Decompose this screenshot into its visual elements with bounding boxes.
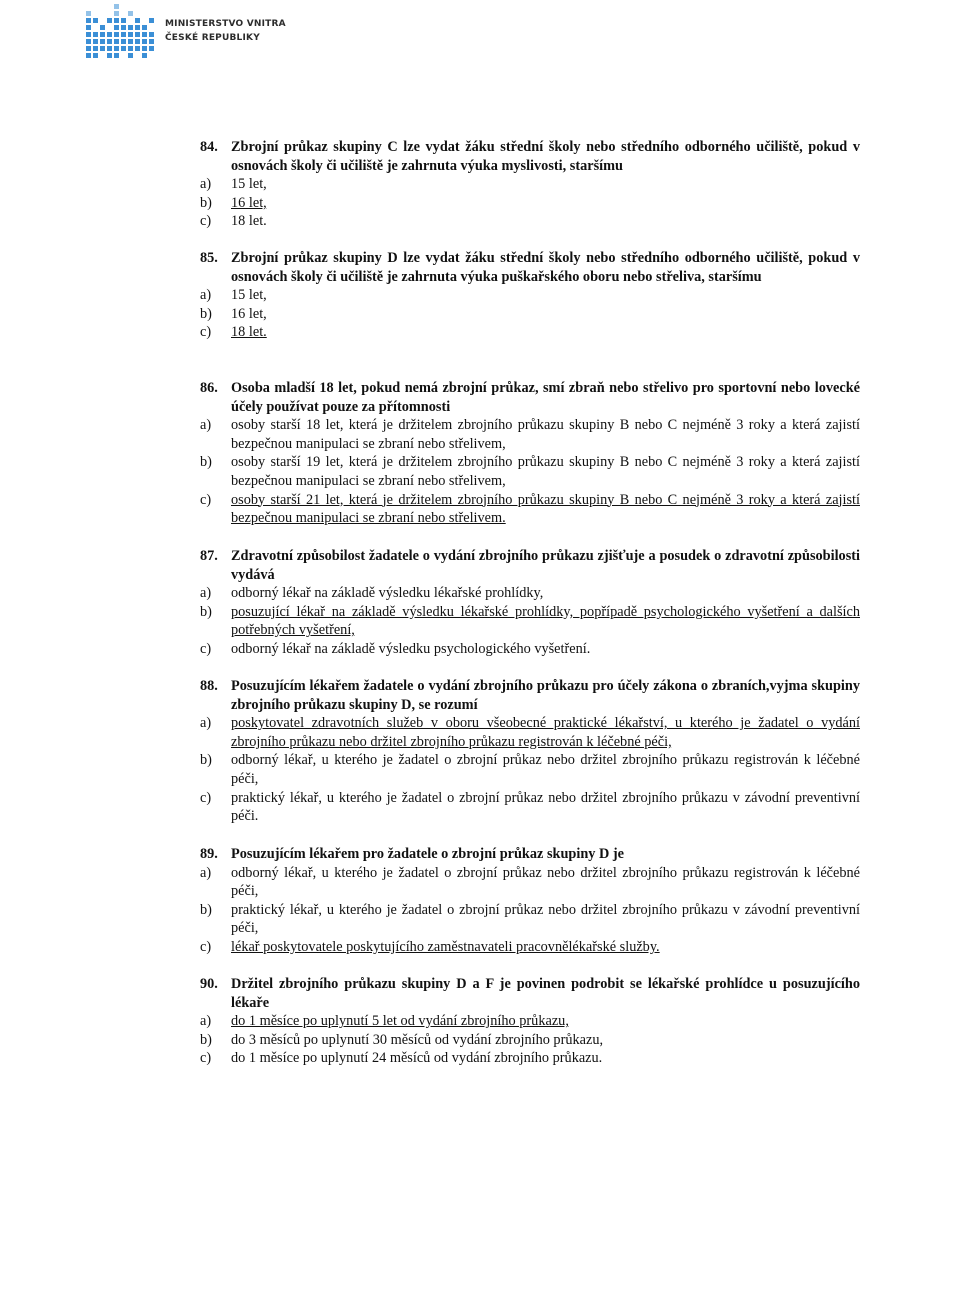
answer-option-a <box>200 584 860 603</box>
question-text: Držitel zbrojního průkazu skupiny D a F je povinen podrobit se lékařské prohlídce u posuzujícího lékaře <box>231 976 860 1011</box>
option-letter: a) <box>200 585 212 602</box>
option-text: do 1 měsíce po uplynutí 5 let od vydání zbrojního průkazu, <box>231 1013 569 1030</box>
option-letter: a) <box>200 417 212 434</box>
ministry-logo-mark-icon <box>84 2 160 64</box>
option-letter: c) <box>200 640 212 657</box>
question-87 <box>200 547 860 659</box>
question-text: Zbrojní průkaz skupiny C lze vydat žáku střední školy nebo středního odborného učiliště, pokud v osnovách školy či učiliště je zahrnuta výuka myslivosti, staršímu <box>231 139 860 174</box>
question-text: Osoba mladší 18 let, pokud nemá zbrojní průkaz, smí zbraň nebo střelivo pro sportovní nebo lovecké účely používat pouze za přítomnosti <box>231 380 860 415</box>
answer-option-b <box>200 453 860 490</box>
ministry-logo <box>84 2 344 64</box>
option-letter: a) <box>200 715 212 732</box>
option-letter: b) <box>200 752 212 769</box>
option-letter: a) <box>200 176 212 193</box>
option-text: 15 let, <box>231 287 267 304</box>
question-heading <box>200 677 860 714</box>
option-letter: c) <box>200 789 212 806</box>
option-letter: a) <box>200 287 212 304</box>
answer-option-b <box>200 901 860 938</box>
question-heading <box>200 547 860 584</box>
question-heading <box>200 249 860 286</box>
question-heading <box>200 379 860 416</box>
question-89 <box>200 845 860 957</box>
option-text: osoby starší 18 let, která je držitelem zbrojního průkazu skupiny B nebo C nejméně 3 roky a která zajistí bezpečnou manipulaci se zbraní nebo střelivem, <box>231 417 860 452</box>
option-letter: c) <box>200 938 212 955</box>
answer-option-c <box>200 212 860 231</box>
answer-option-a <box>200 864 860 901</box>
answer-option-c <box>200 323 860 342</box>
answer-option-b <box>200 305 860 324</box>
question-number: 90. <box>200 976 218 992</box>
answer-option-a <box>200 714 860 751</box>
answer-option-b <box>200 751 860 788</box>
question-number: 87. <box>200 548 218 564</box>
answer-option-a <box>200 416 860 453</box>
option-text: 16 let, <box>231 305 267 322</box>
option-text: do 3 měsíců po uplynutí 30 měsíců od vydání zbrojního průkazu, <box>231 1031 604 1048</box>
option-text: praktický lékař, u kterého je žadatel o zbrojní průkaz nebo držitel zbrojního průkazu v závodní preventivní péči, <box>231 901 860 937</box>
ministry-logo-line1: MINISTERSTVO VNITRA <box>165 19 286 29</box>
question-number: 86. <box>200 380 218 396</box>
option-text: odborný lékař, u kterého je žadatel o zbrojní průkaz nebo držitel zbrojního průkazu registrován k léčebné péči, <box>231 752 860 787</box>
answer-option-b <box>200 603 860 640</box>
option-letter: b) <box>200 194 212 211</box>
question-heading <box>200 845 860 864</box>
answer-option-b <box>200 1031 860 1050</box>
question-text: Zdravotní způsobilost žadatele o vydání zbrojního průkazu zjišťuje a posudek o zdravotní způsobilosti vydává <box>231 548 860 583</box>
option-text: odborný lékař, u kterého je žadatel o zbrojní průkaz nebo držitel zbrojního průkazu registrován k léčebné péči, <box>231 864 860 900</box>
option-letter: a) <box>200 864 212 881</box>
option-text: odborný lékař na základě výsledku lékařské prohlídky, <box>231 585 544 602</box>
option-letter: c) <box>200 324 212 341</box>
option-letter: b) <box>200 1031 212 1048</box>
option-text: do 1 měsíce po uplynutí 24 měsíců od vydání zbrojního průkazu. <box>231 1050 603 1067</box>
question-text: Posuzujícím lékařem žadatele o vydání zbrojního průkazu pro účely zákona o zbraních,vyjma skupiny zbrojního průkazu skupiny D, se rozumí <box>231 678 860 713</box>
answer-option-a <box>200 1012 860 1031</box>
answer-option-c <box>200 789 860 826</box>
ministry-logo-text <box>165 17 286 45</box>
option-letter: b) <box>200 603 212 620</box>
option-text: praktický lékař, u kterého je žadatel o zbrojní průkaz nebo držitel zbrojního průkazu v závodní preventivní péči. <box>231 789 860 825</box>
question-number: 88. <box>200 678 218 694</box>
option-text: 18 let. <box>231 213 267 230</box>
option-text: 16 let, <box>231 194 267 211</box>
option-letter: b) <box>200 901 212 918</box>
question-85 <box>200 249 860 342</box>
question-84 <box>200 138 860 231</box>
option-letter: c) <box>200 1050 212 1067</box>
question-heading <box>200 138 860 175</box>
option-letter: c) <box>200 213 212 230</box>
option-text: odborný lékař na základě výsledku psychologického vyšetření. <box>231 640 591 657</box>
option-text: osoby starší 19 let, která je držitelem zbrojního průkazu skupiny B nebo C nejméně 3 roky a která zajistí bezpečnou manipulaci se zbraní nebo střelivem, <box>231 454 860 489</box>
option-text: 15 let, <box>231 176 267 193</box>
answer-option-b <box>200 194 860 213</box>
question-heading <box>200 975 860 1012</box>
question-number: 89. <box>200 846 218 862</box>
option-letter: b) <box>200 454 212 471</box>
answer-option-c <box>200 491 860 528</box>
answer-option-a <box>200 175 860 194</box>
answer-option-c <box>200 1049 860 1068</box>
question-number: 84. <box>200 139 218 155</box>
option-letter: a) <box>200 1013 212 1030</box>
option-text: poskytovatel zdravotních služeb v oboru všeobecné praktické lékařství, u kterého je žadatel o vydání zbrojního průkazu nebo držitel zbrojního průkazu registrován k léčebné péči, <box>231 715 860 750</box>
option-text: lékař poskytovatele poskytujícího zaměstnavateli pracovnělékařské služby. <box>231 938 660 955</box>
option-text: osoby starší 21 let, která je držitelem zbrojního průkazu skupiny B nebo C nejméně 3 roky a která zajistí bezpečnou manipulaci se zbraní nebo střelivem. <box>231 491 860 527</box>
question-86 <box>200 379 860 528</box>
question-text: Posuzujícím lékařem pro žadatele o zbrojní průkaz skupiny D je <box>231 846 625 862</box>
option-letter: c) <box>200 491 212 508</box>
question-text: Zbrojní průkaz skupiny D lze vydat žáku střední školy nebo středního odborného učiliště, pokud v osnovách školy či učiliště je zahrnuta výuka puškařského oboru nebo střeliva, staršímu <box>231 250 860 285</box>
question-90 <box>200 975 860 1068</box>
answer-option-c <box>200 938 860 957</box>
option-letter: b) <box>200 305 212 322</box>
option-text: 18 let. <box>231 324 267 341</box>
answer-option-a <box>200 286 860 305</box>
option-text: posuzující lékař na základě výsledku lékařské prohlídky, popřípadě psychologického vyšetření a dalších potřebných vyšetření, <box>231 603 860 639</box>
ministry-logo-line2: ČESKÉ REPUBLIKY <box>165 33 260 43</box>
question-88 <box>200 677 860 826</box>
question-number: 85. <box>200 250 218 266</box>
answer-option-c <box>200 640 860 659</box>
